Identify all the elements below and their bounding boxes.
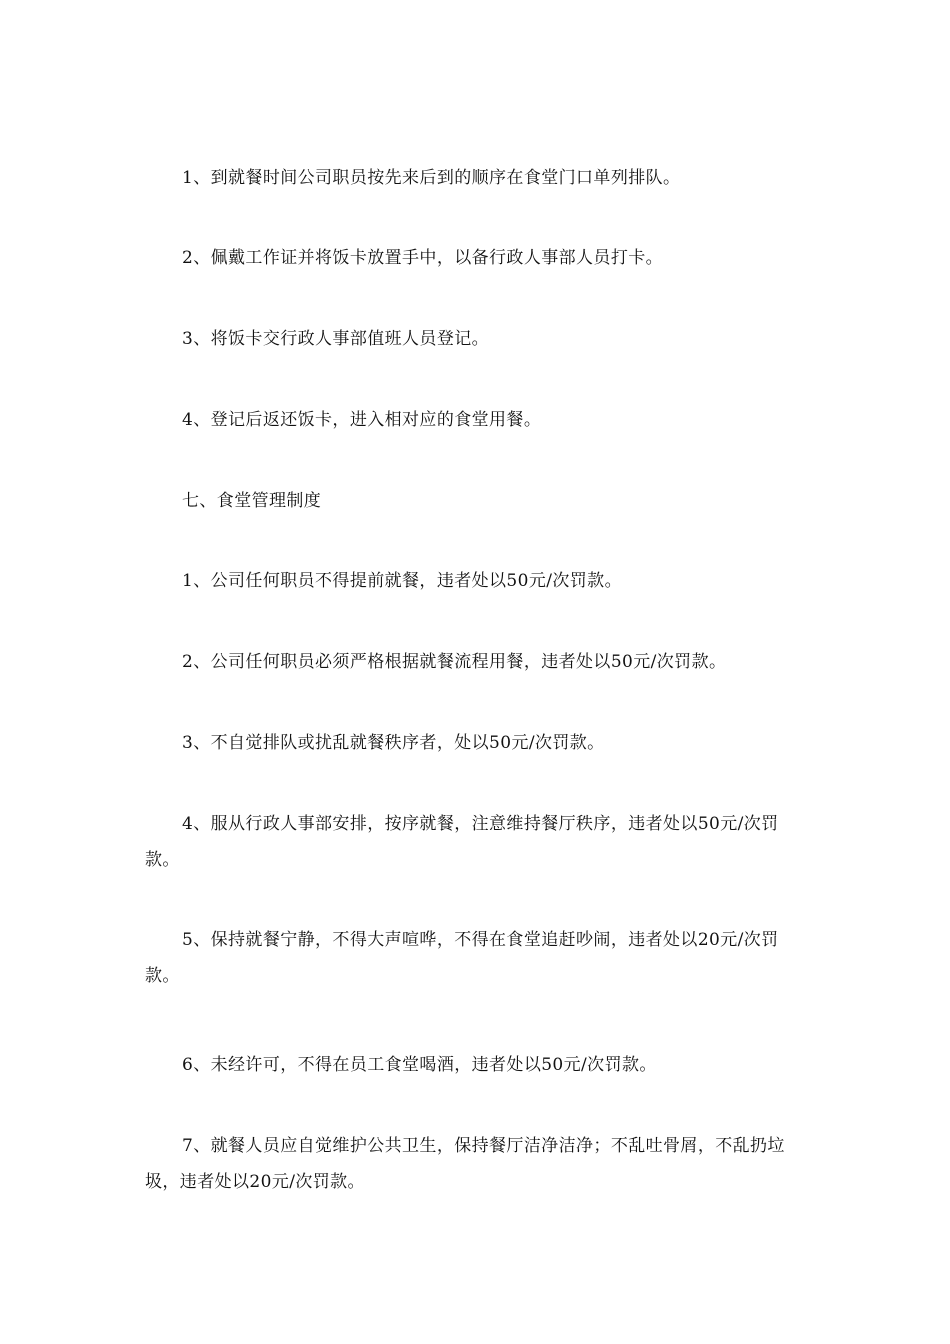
section-heading-canteen-management: 七、食堂管理制度 — [182, 491, 322, 511]
paragraph-early-dining-rule: 1、公司任何职员不得提前就餐，违者处以50元/次罚款。 — [182, 571, 622, 591]
paragraph-work-card-rule: 2、佩戴工作证并将饭卡放置手中，以备行政人事部人员打卡。 — [182, 248, 664, 268]
paragraph-return-card-rule: 4、登记后返还饭卡，进入相对应的食堂用餐。 — [182, 410, 542, 430]
paragraph-no-alcohol-rule: 6、未经许可，不得在员工食堂喝酒，违者处以50元/次罚款。 — [182, 1055, 657, 1075]
paragraph-dining-process-rule: 2、公司任何职员必须严格根据就餐流程用餐，违者处以50元/次罚款。 — [182, 652, 727, 672]
paragraph-queue-rule: 1、到就餐时间公司职员按先来后到的顺序在食堂门口单列排队。 — [182, 168, 681, 188]
paragraph-order-rule: 3、不自觉排队或扰乱就餐秩序者，处以50元/次罚款。 — [182, 733, 605, 753]
paragraph-quiet-dining-rule: 5、保持就餐宁静，不得大声喧哗，不得在食堂追赶吵闹，违者处以20元/次罚款。 — [145, 930, 779, 986]
paragraph-admin-arrangement-rule: 4、服从行政人事部安排，按序就餐，注意维持餐厅秩序，违者处以50元/次罚款。 — [145, 814, 779, 870]
paragraph-registration-rule: 3、将饭卡交行政人事部值班人员登记。 — [182, 329, 490, 349]
paragraph-hygiene-rule: 7、就餐人员应自觉维护公共卫生，保持餐厅洁净洁净；不乱吐骨屑，不乱扔垃圾，违者处以20元/次罚款。 — [145, 1136, 785, 1192]
